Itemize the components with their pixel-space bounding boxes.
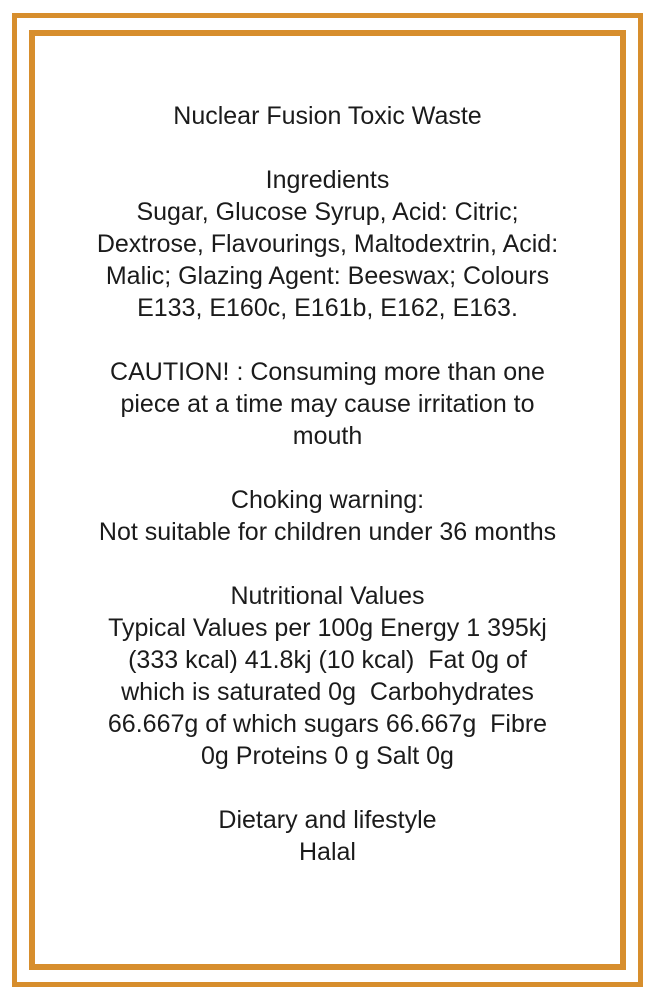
label-content bbox=[35, 36, 620, 964]
caution-line: piece at a time may cause irritation to bbox=[120, 390, 535, 418]
ingredients-section bbox=[35, 164, 620, 324]
choking-warning-line: Not suitable for children under 36 months bbox=[98, 518, 557, 546]
nutrition-heading: Nutritional Values bbox=[230, 582, 425, 610]
dietary-value: Halal bbox=[299, 838, 356, 866]
label-inner-frame bbox=[29, 30, 626, 970]
caution-section bbox=[35, 356, 620, 452]
nutrition-section bbox=[35, 580, 620, 772]
nutrition-line: 0g Proteins 0 g Salt 0g bbox=[201, 742, 454, 770]
nutrition-line: (333 kcal) 41.8kj (10 kcal) Fat 0g of bbox=[128, 646, 527, 674]
product-title-section bbox=[35, 100, 620, 132]
choking-warning-heading: Choking warning: bbox=[230, 486, 425, 514]
choking-warning-section bbox=[35, 484, 620, 548]
caution-line: CAUTION! : Consuming more than one bbox=[110, 358, 545, 386]
ingredients-line: Malic; Glazing Agent: Beeswax; Colours bbox=[105, 262, 550, 290]
dietary-section bbox=[35, 804, 620, 868]
nutrition-line: Typical Values per 100g Energy 1 395kj bbox=[108, 614, 547, 642]
nutrition-line: which is saturated 0g Carbohydrates bbox=[121, 678, 534, 706]
product-title: Nuclear Fusion Toxic Waste bbox=[173, 102, 482, 130]
ingredients-line: E133, E160c, E161b, E162, E163. bbox=[137, 294, 518, 322]
ingredients-line: Dextrose, Flavourings, Maltodextrin, Acid: bbox=[96, 230, 559, 258]
nutrition-line: 66.667g of which sugars 66.667g Fibre bbox=[107, 710, 548, 738]
caution-line: mouth bbox=[292, 422, 363, 450]
ingredients-heading: Ingredients bbox=[265, 166, 390, 194]
label-outer-frame bbox=[12, 13, 643, 987]
ingredients-line: Sugar, Glucose Syrup, Acid: Citric; bbox=[136, 198, 519, 226]
dietary-heading: Dietary and lifestyle bbox=[218, 806, 437, 834]
